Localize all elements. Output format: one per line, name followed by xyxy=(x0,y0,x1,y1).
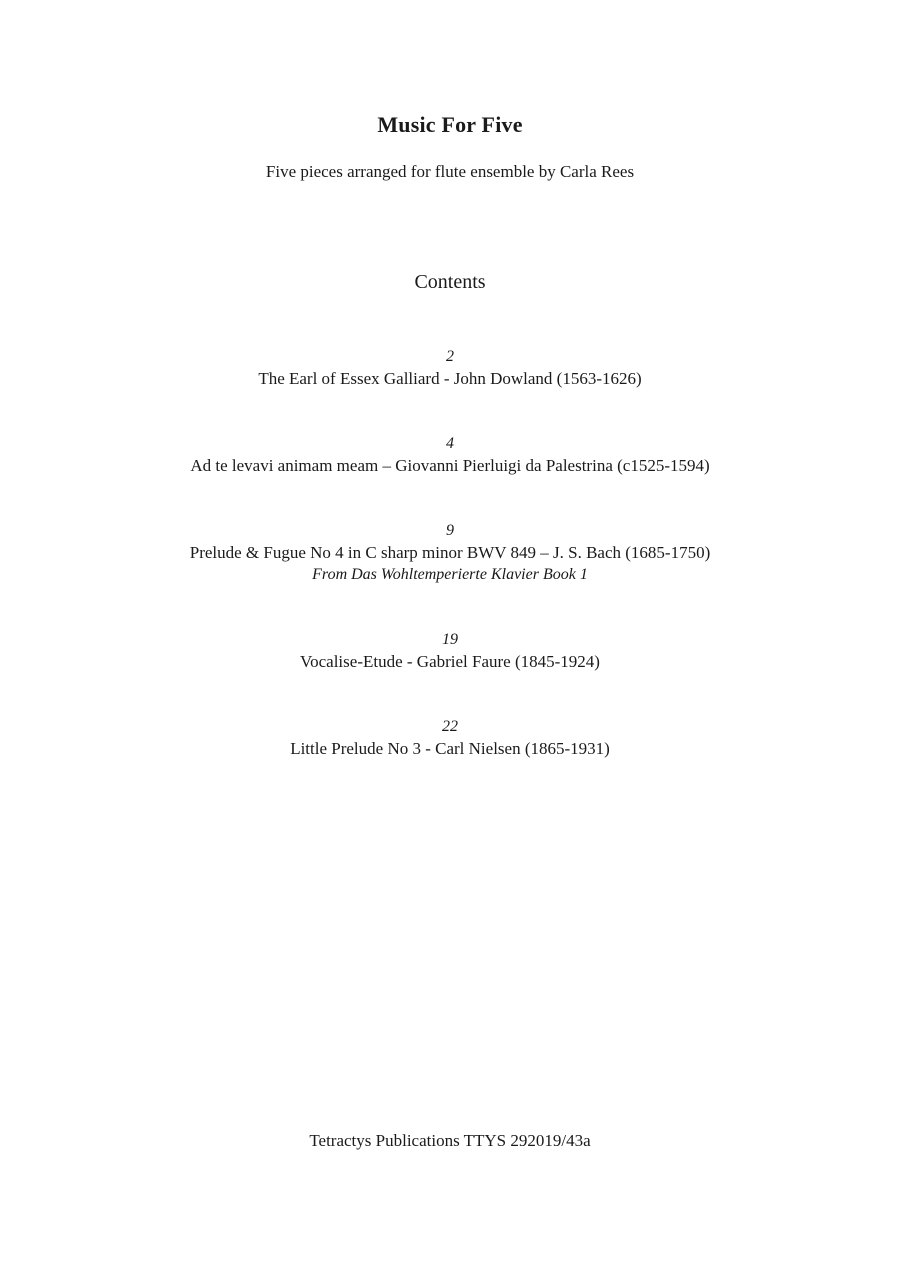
entry-page-number: 9 xyxy=(446,522,454,539)
contents-entry xyxy=(0,346,900,390)
entry-page-number: 2 xyxy=(446,348,454,365)
entry-title: Vocalise-Etude - Gabriel Faure (1845-1924) xyxy=(300,652,600,671)
page-subtitle: Five pieces arranged for flute ensemble by Carla Rees xyxy=(265,162,635,181)
contents-entry xyxy=(0,520,900,586)
entry-title: Ad te levavi animam meam – Giovanni Pierluigi da Palestrina (c1525-1594) xyxy=(190,456,710,475)
contents-entry xyxy=(0,629,900,673)
publisher-footer: Tetractys Publications TTYS 292019/43a xyxy=(309,1131,591,1150)
contents-heading: Contents xyxy=(414,271,486,293)
entry-title: Prelude & Fugue No 4 in C sharp minor BWV 849 – J. S. Bach (1685-1750) xyxy=(189,543,711,562)
contents-entry xyxy=(0,716,900,760)
entry-title: The Earl of Essex Galliard - John Dowland (1563-1626) xyxy=(258,369,642,388)
entry-source-note: From Das Wohltemperierte Klavier Book 1 xyxy=(312,566,588,583)
contents-entry xyxy=(0,433,900,477)
page-title: Music For Five xyxy=(377,112,523,137)
entry-page-number: 19 xyxy=(442,631,458,648)
entry-title: Little Prelude No 3 - Carl Nielsen (1865-1931) xyxy=(290,739,610,758)
entry-page-number: 4 xyxy=(446,435,454,452)
entry-page-number: 22 xyxy=(442,718,458,735)
